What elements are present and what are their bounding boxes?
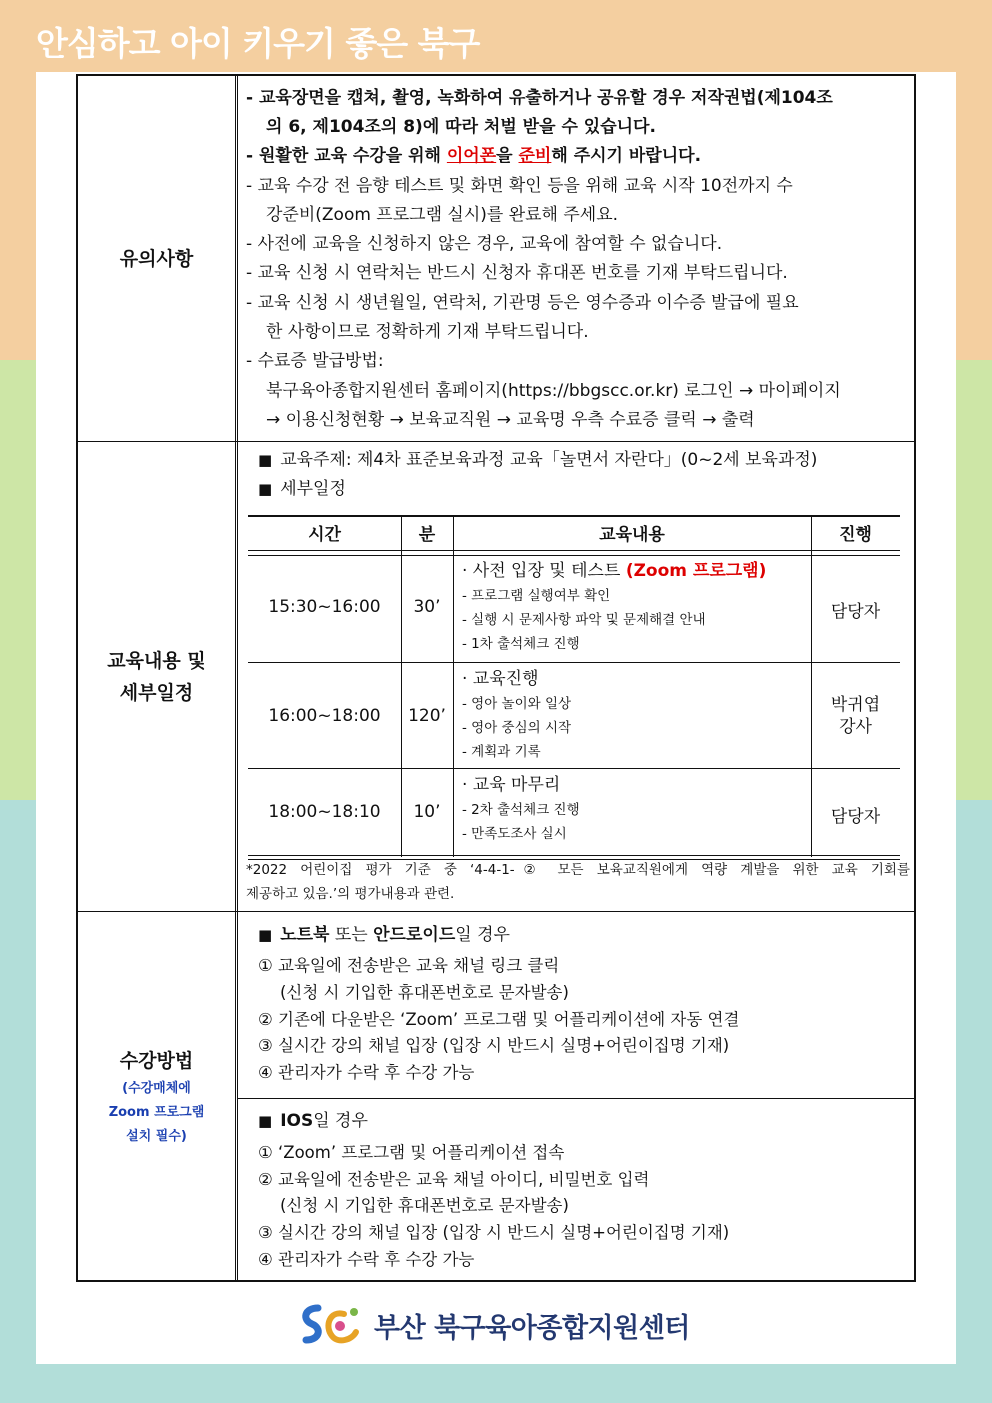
notice-line-6: - 사전에 교육을 신청하지 않은 경우, 교육에 참여할 수 없습니다.: [246, 234, 723, 254]
schedule-row1-main: · 사전 입장 및 테스트 (Zoom 프로그램): [462, 561, 767, 581]
square-bullet-icon: ■: [258, 926, 273, 944]
schedule-detail-title: [258, 475, 346, 504]
info-table: [76, 74, 916, 1282]
schedule-row-divider-1: [248, 662, 900, 663]
schedule-row2-minutes: 120’: [408, 706, 446, 726]
center-logo-icon: [298, 1302, 364, 1348]
schedule-row2-lead-name: 박귀엽: [830, 695, 881, 715]
notice-row: [78, 76, 914, 442]
notice-label: 유의사항: [119, 247, 194, 270]
schedule-row1-sub3: - 1차 출석체크 진행: [462, 636, 580, 652]
ios-step-2-note: (신청 시 기입한 휴대폰번호로 문자발송): [280, 1196, 569, 1215]
schedule-table-top-border: [248, 515, 900, 517]
square-bullet-icon: ■: [258, 451, 273, 469]
schedule-row3-sub2: - 만족도조사 실시: [462, 826, 567, 842]
method-sub3: 설치 필수): [126, 1129, 187, 1144]
ios-step-4: ④ 관리자가 수락 후 수강 가능: [258, 1250, 475, 1269]
footer: [298, 1302, 690, 1348]
schedule-detail-title-text: 세부일정: [280, 479, 346, 499]
schedule-footnote-line1: *2022 어린이집 평가 기준 중 ‘4-4-1-② 모든 보육교직원에게 역량 계발을 위한 교육 기회를: [246, 862, 910, 878]
schedule-row-divider-2: [248, 768, 900, 769]
notice-line-2: 의 6, 제104조의 8)에 따라 처벌 받을 수 있습니다.: [266, 117, 656, 137]
schedule-table-header-border: [248, 550, 900, 556]
notice-earphone-suffix: 해 주시기 바랍니다.: [551, 146, 702, 166]
schedule-footnote-line2: 제공하고 있음.’의 평가내용과 관련.: [246, 886, 455, 902]
schedule-topic-text: 교육주제: 제4차 표준보육과정 교육「놀면서 자란다」(0~2세 보육과정): [280, 450, 818, 470]
android-step-3: ③ 실시간 강의 채널 입장 (입장 시 반드시 실명+어린이집명 기재): [258, 1036, 730, 1055]
notice-line-7: - 교육 신청 시 연락처는 반드시 신청자 휴대폰 번호를 기재 부탁드립니다.: [246, 263, 788, 283]
schedule-header-time: 시간: [308, 525, 341, 545]
android-step-2: ② 기존에 다운받은 ‘Zoom’ 프로그램 및 어플리케이션에 자동 연결: [258, 1010, 740, 1029]
schedule-row2-time: 16:00~18:00: [268, 706, 381, 726]
square-bullet-icon: ■: [258, 480, 273, 498]
android-title: ■ 노트북 또는 안드로이드일 경우: [258, 925, 510, 945]
method-sub1: (수강매체에: [122, 1081, 191, 1096]
zoom-program-highlight: (Zoom 프로그램): [625, 561, 767, 581]
schedule-row3-content: [462, 772, 807, 846]
method-label-cell: [78, 912, 238, 1282]
method-divider: [238, 1098, 914, 1099]
android-step-1: ① 교육일에 전송받은 교육 채널 링크 클릭: [258, 956, 560, 975]
schedule-row: [78, 442, 914, 912]
square-bullet-icon: ■: [258, 1112, 273, 1130]
schedule-topic: [258, 446, 817, 475]
notice-line-5: 강준비(Zoom 프로그램 실시)를 완료해 주세요.: [266, 205, 619, 225]
schedule-label-line1: 교육내용 및: [107, 649, 206, 672]
notice-line-1: - 교육장면을 캡쳐, 촬영, 녹화하여 유출하거나 공유할 경우 저작권법(제104조: [246, 88, 833, 108]
notice-earphone-mid: 을: [496, 146, 519, 166]
notice-line-11: 북구육아종합지원센터 홈페이지(https://bbgscc.or.kr) 로그인 → 마이페이지: [266, 381, 841, 401]
schedule-row3-time: 18:00~18:10: [268, 802, 381, 822]
notice-line-8: - 교육 신청 시 생년월일, 연락처, 기관명 등은 영수증과 이수증 발급에 필요: [246, 293, 799, 313]
notice-earphone-highlight: 이어폰: [446, 146, 497, 166]
schedule-header-content: 교육내용: [599, 525, 665, 545]
schedule-row3-lead: 담당자: [830, 807, 881, 827]
schedule-row2-main: · 교육진행: [462, 669, 539, 689]
notice-line-9: 한 사항이므로 정확하게 기재 부탁드립니다.: [266, 322, 589, 342]
schedule-label-cell: [78, 442, 238, 911]
schedule-row1-sub2: - 실행 시 문제사항 파악 및 문제해결 안내: [462, 612, 706, 628]
ios-step-2: ② 교육일에 전송받은 교육 채널 아이디, 비밀번호 입력: [258, 1170, 650, 1189]
schedule-header-minutes: 분: [418, 525, 436, 545]
android-step-4: ④ 관리자가 수락 후 수강 가능: [258, 1063, 475, 1082]
center-name: 부산 북구육아종합지원센터: [374, 1312, 690, 1344]
schedule-row1-content: [462, 558, 807, 656]
schedule-row2-sub2: - 영아 중심의 시작: [462, 720, 572, 736]
document-page: [36, 72, 956, 1364]
schedule-label-line2: 세부일정: [119, 681, 194, 704]
notice-line-4: - 교육 수강 전 음향 테스트 및 화면 확인 등을 위해 교육 시작 10전까지 수: [246, 176, 793, 196]
ios-step-1: ① ‘Zoom’ 프로그램 및 어플리케이션 접속: [258, 1143, 565, 1162]
method-label: 수강방법: [119, 1050, 194, 1072]
notice-prepare-highlight: 준비: [518, 146, 552, 166]
method-sub2: Zoom 프로그램: [108, 1105, 205, 1120]
schedule-header-lead: 진행: [839, 525, 872, 545]
android-step-1-note: (신청 시 기입한 휴대폰번호로 문자발송): [280, 983, 569, 1002]
notice-line-3: [246, 142, 701, 171]
notice-line-10: - 수료증 발급방법:: [246, 351, 384, 371]
notice-label-cell: [78, 76, 238, 441]
schedule-row2-lead: [811, 694, 900, 738]
header-slogan: 안심하고 아이 키우기 좋은 북구: [36, 24, 480, 63]
schedule-row3-main: · 교육 마무리: [462, 775, 561, 795]
schedule-row1-minutes: 30’: [413, 597, 441, 617]
schedule-row2-content: [462, 666, 807, 764]
schedule-row2-sub1: - 영아 놀이와 일상: [462, 696, 572, 712]
notice-line-12: → 이용신청현황 → 보육교직원 → 교육명 우측 수료증 클릭 → 출력: [266, 410, 755, 430]
schedule-row3-minutes: 10’: [413, 802, 441, 822]
schedule-col-divider-2: [453, 515, 454, 857]
ios-step-3: ③ 실시간 강의 채널 입장 (입장 시 반드시 실명+어린이집명 기재): [258, 1223, 730, 1242]
schedule-row1-sub1: - 프로그램 실행여부 확인: [462, 588, 611, 604]
schedule-row1-time: 15:30~16:00: [268, 597, 381, 617]
notice-earphone-prefix: - 원활한 교육 수강을 위해: [246, 146, 447, 166]
schedule-row2-lead-role: 강사: [839, 717, 872, 737]
method-row: [78, 912, 914, 1282]
schedule-row3-sub1: - 2차 출석체크 진행: [462, 802, 580, 818]
schedule-row1-lead: 담당자: [830, 602, 881, 622]
schedule-row2-sub3: - 계획과 기록: [462, 744, 541, 760]
ios-title: ■ IOS일 경우: [258, 1111, 368, 1131]
